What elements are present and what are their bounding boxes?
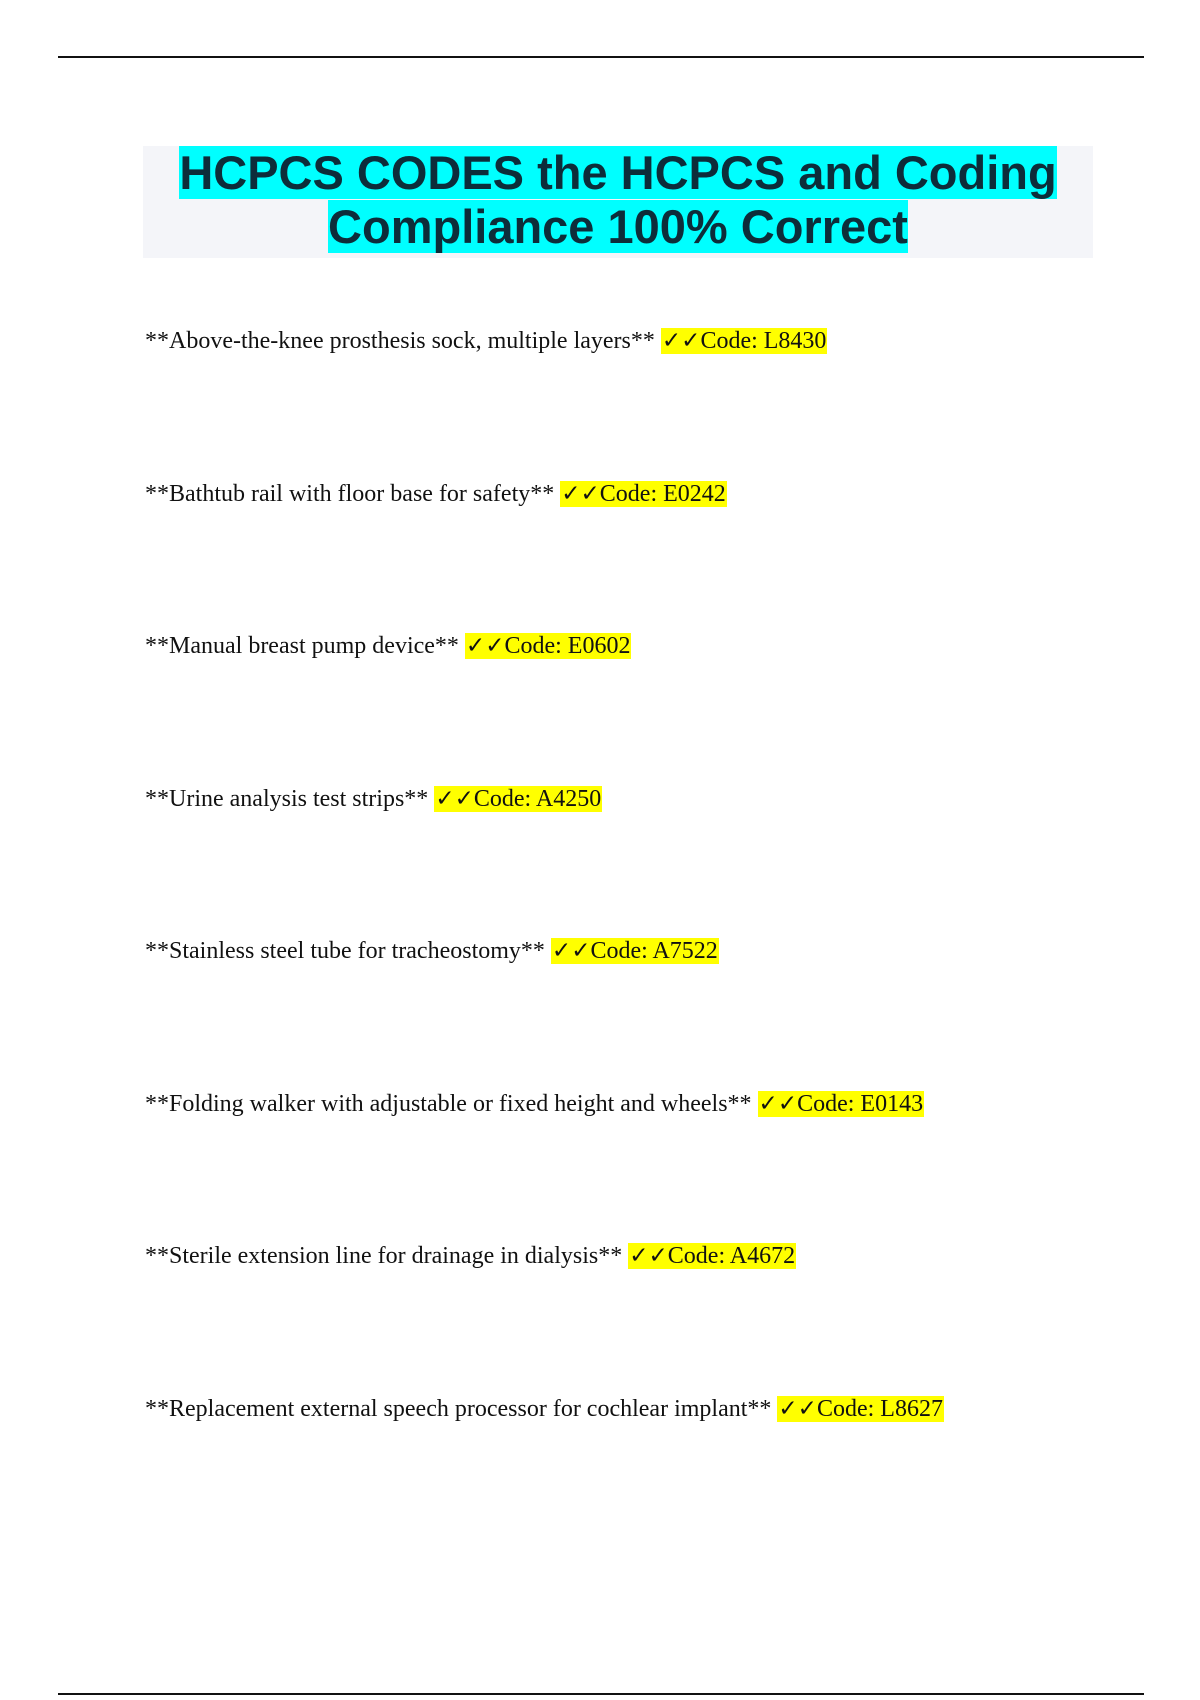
double-check-icon: ✓✓ — [435, 786, 474, 812]
entry-description: **Folding walker with adjustable or fixed height and wheels** — [145, 1091, 752, 1117]
title-line-1: HCPCS CODES the HCPCS and Coding — [179, 146, 1057, 199]
entry-description: **Above-the-knee prosthesis sock, multiple layers** — [145, 328, 655, 354]
entry-code: Code: A4250 — [473, 786, 602, 812]
entry-description: **Urine analysis test strips** — [145, 786, 429, 812]
entry-description: **Manual breast pump device** — [145, 633, 459, 659]
code-entry — [145, 1241, 796, 1271]
code-entry — [145, 784, 602, 814]
double-check-icon: ✓✓ — [551, 938, 591, 964]
entry-code-highlight — [551, 938, 719, 964]
entry-code-highlight — [434, 786, 602, 812]
entry-code: Code: A4672 — [667, 1243, 796, 1269]
entry-description: **Replacement external speech processor for cochlear implant** — [145, 1396, 772, 1422]
code-entry — [145, 479, 727, 509]
code-entry — [145, 1394, 944, 1424]
entry-description: **Stainless steel tube for tracheostomy** — [145, 938, 545, 964]
double-check-icon: ✓✓ — [561, 481, 600, 507]
entry-code: Code: L8627 — [816, 1396, 943, 1422]
entry-code-highlight — [777, 1396, 944, 1422]
entry-description: **Bathtub rail with floor base for safety** — [145, 481, 555, 507]
page-top-rule — [58, 56, 1144, 58]
title-line-2: Compliance 100% Correct — [328, 200, 908, 253]
document-title — [143, 146, 1093, 258]
code-entry — [145, 1089, 924, 1119]
code-entry — [145, 936, 719, 966]
entry-description: **Sterile extension line for drainage in dialysis** — [145, 1243, 623, 1269]
double-check-icon: ✓✓ — [758, 1091, 798, 1117]
code-entry — [145, 631, 631, 661]
entry-code: Code: E0242 — [599, 481, 726, 507]
code-entry — [145, 326, 827, 356]
entry-code: Code: L8430 — [700, 328, 827, 354]
double-check-icon: ✓✓ — [465, 633, 505, 659]
entry-code: Code: A7522 — [590, 938, 718, 964]
page-bottom-rule — [58, 1693, 1144, 1695]
double-check-icon: ✓✓ — [661, 328, 701, 354]
entry-code-highlight — [560, 481, 727, 507]
double-check-icon: ✓✓ — [778, 1396, 817, 1422]
entry-code: Code: E0143 — [797, 1091, 924, 1117]
entry-code-highlight — [465, 633, 632, 659]
entry-code-highlight — [661, 328, 828, 354]
double-check-icon: ✓✓ — [629, 1243, 668, 1269]
entry-code-highlight — [628, 1243, 796, 1269]
entry-code-highlight — [758, 1091, 925, 1117]
entry-code: Code: E0602 — [504, 633, 631, 659]
